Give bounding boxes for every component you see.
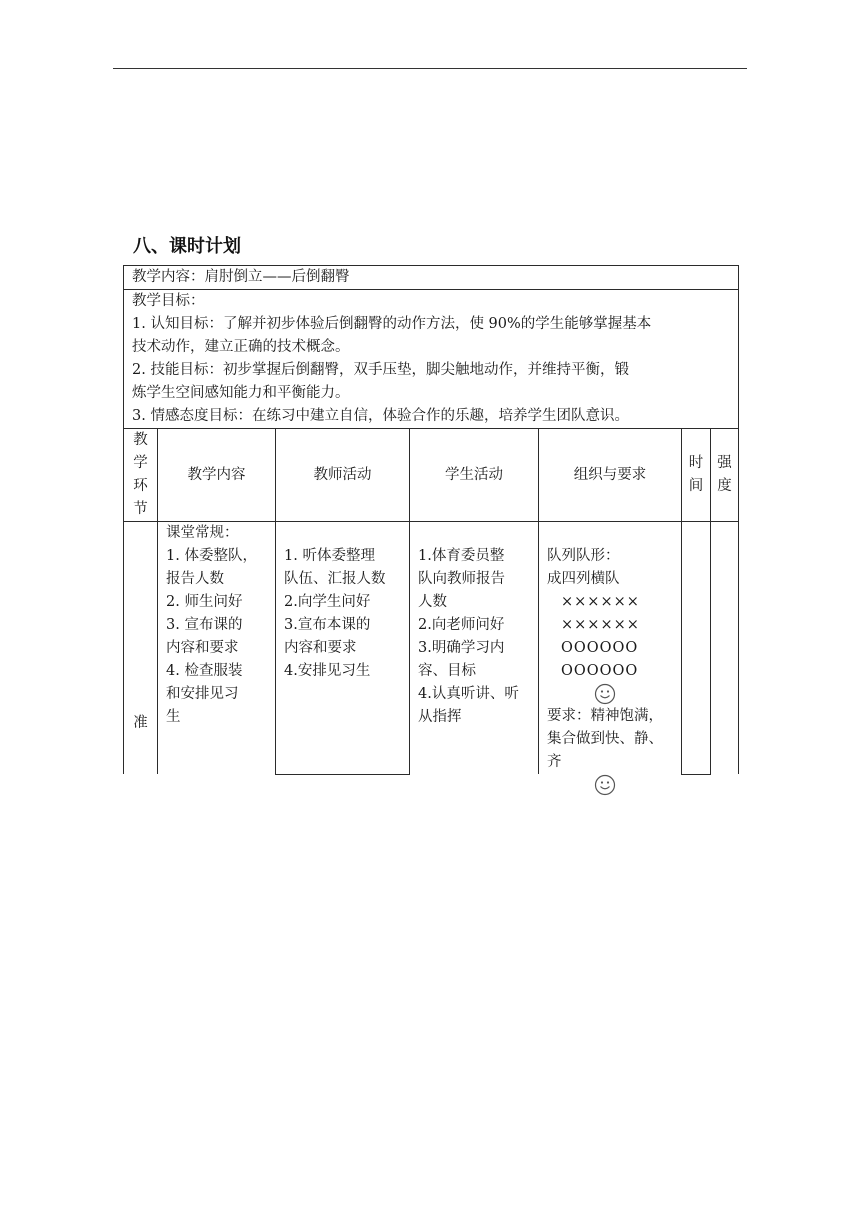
objectives-heading: 教学目标： — [132, 293, 205, 309]
intensity-cell — [711, 522, 739, 775]
header-student: 学生活动 — [410, 429, 539, 522]
stage-cell — [124, 522, 158, 775]
requirement-line: 齐 — [547, 754, 562, 770]
content-line: 和安排见习 — [166, 686, 239, 702]
teacher-line: 4.安排见习生 — [284, 663, 371, 679]
formation-diagram — [547, 591, 677, 683]
header-organization: 组织与要求 — [539, 429, 682, 522]
header-teacher: 教师活动 — [276, 429, 410, 522]
section-title: 八、课时计划 — [133, 236, 241, 257]
header-stage: 教 学 环 节 — [124, 429, 158, 522]
teaching-content: 教学内容：肩肘倒立——后倒翻臀 — [132, 269, 350, 285]
student-line: 容、目标 — [418, 663, 476, 679]
header-intensity: 强 度 — [711, 429, 739, 522]
objective-line: 技术动作，建立正确的技术概念。 — [132, 339, 350, 355]
header-rule — [113, 68, 747, 69]
requirement-line: 集合做到快、静、 — [547, 731, 663, 747]
objective-line: 2. 技能目标：初步掌握后倒翻臀，双手压垫，脚尖触地动作，并维持平衡，锻 — [132, 362, 629, 378]
student-line: 从指挥 — [418, 709, 462, 725]
formation-title: 队列队形： — [547, 548, 620, 564]
content-line: 生 — [166, 709, 181, 725]
lesson-plan-table — [123, 265, 739, 775]
organization-cell — [539, 522, 682, 775]
objective-line: 炼学生空间感知能力和平衡能力。 — [132, 385, 350, 401]
formation-row: OOOOOO — [561, 640, 639, 656]
content-line: 课堂常规： — [166, 525, 239, 541]
student-line: 2.向老师问好 — [418, 617, 505, 633]
teacher-line: 3.宣布本课的 — [284, 617, 371, 633]
content-line: 1. 体委整队， — [166, 548, 257, 564]
teacher-line: 1. 听体委整理 — [284, 548, 375, 564]
student-line: 队向教师报告 — [418, 571, 505, 587]
content-line: 报告人数 — [166, 571, 224, 587]
content-line: 3. 宣布课的 — [166, 617, 243, 633]
header-content: 教学内容 — [158, 429, 276, 522]
teacher-line: 2.向学生问好 — [284, 594, 371, 610]
formation-row: ×××××× — [561, 617, 640, 633]
content-line: 4. 检查服装 — [166, 663, 243, 679]
student-line: 1.体育委员整 — [418, 548, 505, 564]
objective-line: 3. 情感态度目标：在练习中建立自信，体验合作的乐趣，培养学生团队意识。 — [132, 408, 629, 424]
teacher-line: 内容和要求 — [284, 640, 357, 656]
content-line: 2. 师生问好 — [166, 594, 243, 610]
content-cell — [158, 522, 276, 775]
teacher-line: 队伍、汇报人数 — [284, 571, 386, 587]
student-line: 3.明确学习内 — [418, 640, 505, 656]
time-cell — [682, 522, 711, 775]
content-line: 内容和要求 — [166, 640, 239, 656]
header-time: 时 间 — [682, 429, 711, 522]
student-cell — [410, 522, 539, 775]
student-line: 人数 — [418, 594, 447, 610]
teaching-content-cell — [124, 266, 739, 290]
smiley-icon — [594, 774, 616, 796]
requirement-line: 要求：精神饱满， — [547, 708, 663, 724]
stage-label: 准 — [133, 714, 148, 731]
formation-row: OOOOOO — [561, 663, 639, 679]
objective-line: 1. 认知目标：了解并初步体验后倒翻臀的动作方法，使 90%的学生能够掌握基本 — [132, 316, 652, 332]
teacher-cell — [276, 522, 410, 775]
formation-subtitle: 成四列横队 — [547, 571, 620, 587]
objectives-cell — [124, 290, 739, 429]
formation-row: ×××××× — [561, 594, 640, 610]
student-line: 4.认真听讲、听 — [418, 686, 519, 702]
smiley-icon — [594, 683, 616, 705]
